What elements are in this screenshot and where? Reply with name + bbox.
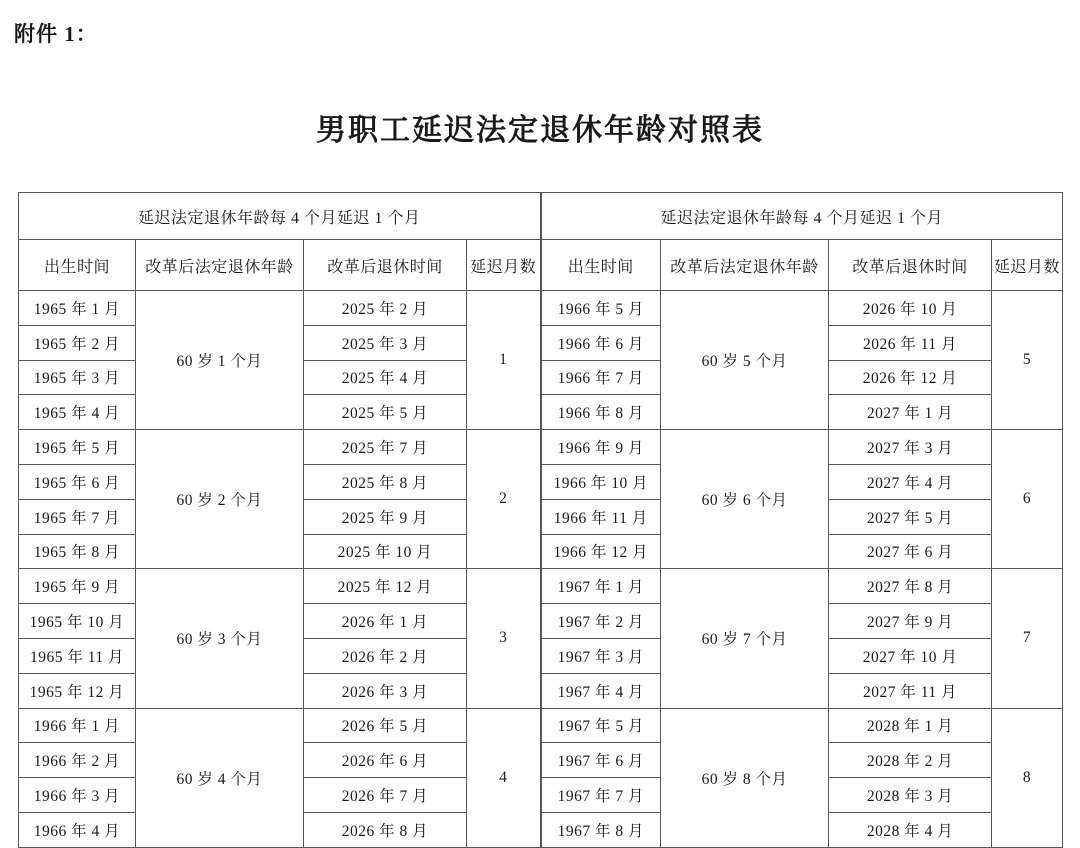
table-row [19,430,1063,465]
table-row [19,708,1063,743]
delay-months-right: 8 [992,708,1063,847]
retire-age-right: 60 岁 6 个月 [661,430,829,569]
birth-date-left: 1965 年 1 月 [19,291,136,326]
birth-date-left: 1966 年 3 月 [19,778,136,813]
column-header-row [19,240,1063,291]
birth-date-left: 1966 年 4 月 [19,812,136,847]
birth-date-right: 1966 年 10 月 [541,464,661,499]
retire-date-left: 2026 年 5 月 [304,708,467,743]
birth-date-right: 1967 年 3 月 [541,638,661,673]
group-header-row [19,193,1063,240]
retire-date-left: 2026 年 1 月 [304,604,467,639]
retire-date-right: 2027 年 9 月 [829,604,992,639]
column-header-left-2: 改革后退休时间 [304,240,467,291]
retire-date-right: 2027 年 3 月 [829,430,992,465]
birth-date-left: 1965 年 3 月 [19,360,136,395]
delay-months-left: 1 [467,291,541,430]
birth-date-right: 1966 年 11 月 [541,499,661,534]
table-row [19,291,1063,326]
retire-date-left: 2026 年 7 月 [304,778,467,813]
retire-date-left: 2026 年 3 月 [304,673,467,708]
retire-date-left: 2025 年 4 月 [304,360,467,395]
table-body [19,193,1063,848]
retire-date-right: 2026 年 12 月 [829,360,992,395]
retire-date-left: 2025 年 2 月 [304,291,467,326]
delay-months-right: 5 [992,291,1063,430]
birth-date-left: 1966 年 2 月 [19,743,136,778]
attachment-label: 附件 1： [14,22,98,46]
column-header-right-3: 延迟月数 [992,240,1063,291]
delay-months-right: 7 [992,569,1063,708]
birth-date-left: 1965 年 5 月 [19,430,136,465]
birth-date-right: 1967 年 2 月 [541,604,661,639]
delay-months-left: 3 [467,569,541,708]
birth-date-left: 1965 年 11 月 [19,638,136,673]
retirement-age-table [18,192,1063,848]
column-header-right-0: 出生时间 [541,240,661,291]
retire-date-right: 2027 年 11 月 [829,673,992,708]
retire-date-left: 2025 年 10 月 [304,534,467,569]
birth-date-left: 1965 年 7 月 [19,499,136,534]
column-header-right-1: 改革后法定退休年龄 [661,240,829,291]
birth-date-right: 1967 年 8 月 [541,812,661,847]
birth-date-right: 1966 年 6 月 [541,325,661,360]
retire-date-left: 2025 年 12 月 [304,569,467,604]
retire-age-right: 60 岁 8 个月 [661,708,829,847]
birth-date-right: 1966 年 7 月 [541,360,661,395]
column-header-left-1: 改革后法定退休年龄 [136,240,304,291]
retire-date-left: 2026 年 8 月 [304,812,467,847]
retire-date-right: 2028 年 1 月 [829,708,992,743]
retire-date-right: 2026 年 11 月 [829,325,992,360]
birth-date-right: 1966 年 8 月 [541,395,661,430]
retire-date-left: 2026 年 6 月 [304,743,467,778]
retire-date-left: 2026 年 2 月 [304,638,467,673]
retire-age-right: 60 岁 5 个月 [661,291,829,430]
table-row [19,569,1063,604]
delay-months-left: 2 [467,430,541,569]
retirement-age-table-wrap [18,192,1062,848]
retire-date-left: 2025 年 9 月 [304,499,467,534]
retire-date-right: 2027 年 6 月 [829,534,992,569]
retire-date-left: 2025 年 8 月 [304,464,467,499]
birth-date-left: 1965 年 12 月 [19,673,136,708]
retire-date-left: 2025 年 3 月 [304,325,467,360]
column-header-left-0: 出生时间 [19,240,136,291]
retire-date-right: 2028 年 4 月 [829,812,992,847]
birth-date-left: 1965 年 2 月 [19,325,136,360]
retire-age-left: 60 岁 3 个月 [136,569,304,708]
group-header-right: 延迟法定退休年龄每 4 个月延迟 1 个月 [541,193,1063,240]
delay-months-left: 4 [467,708,541,847]
group-header-left: 延迟法定退休年龄每 4 个月延迟 1 个月 [19,193,541,240]
retire-date-left: 2025 年 7 月 [304,430,467,465]
birth-date-left: 1966 年 1 月 [19,708,136,743]
retire-date-right: 2027 年 1 月 [829,395,992,430]
birth-date-right: 1967 年 1 月 [541,569,661,604]
birth-date-left: 1965 年 4 月 [19,395,136,430]
column-header-right-2: 改革后退休时间 [829,240,992,291]
retire-age-right: 60 岁 7 个月 [661,569,829,708]
retire-date-right: 2027 年 5 月 [829,499,992,534]
retire-date-right: 2027 年 10 月 [829,638,992,673]
retire-age-left: 60 岁 1 个月 [136,291,304,430]
retire-date-right: 2028 年 3 月 [829,778,992,813]
birth-date-right: 1966 年 9 月 [541,430,661,465]
birth-date-right: 1967 年 4 月 [541,673,661,708]
retire-date-right: 2027 年 8 月 [829,569,992,604]
birth-date-left: 1965 年 9 月 [19,569,136,604]
delay-months-right: 6 [992,430,1063,569]
retire-date-left: 2025 年 5 月 [304,395,467,430]
birth-date-left: 1965 年 6 月 [19,464,136,499]
birth-date-left: 1965 年 10 月 [19,604,136,639]
birth-date-left: 1965 年 8 月 [19,534,136,569]
retire-date-right: 2026 年 10 月 [829,291,992,326]
retire-date-right: 2028 年 2 月 [829,743,992,778]
retire-age-left: 60 岁 2 个月 [136,430,304,569]
birth-date-right: 1966 年 5 月 [541,291,661,326]
retire-age-left: 60 岁 4 个月 [136,708,304,847]
birth-date-right: 1967 年 6 月 [541,743,661,778]
birth-date-right: 1966 年 12 月 [541,534,661,569]
column-header-left-3: 延迟月数 [467,240,541,291]
retire-date-right: 2027 年 4 月 [829,464,992,499]
birth-date-right: 1967 年 7 月 [541,778,661,813]
birth-date-right: 1967 年 5 月 [541,708,661,743]
page-title: 男职工延迟法定退休年龄对照表 [316,114,764,147]
